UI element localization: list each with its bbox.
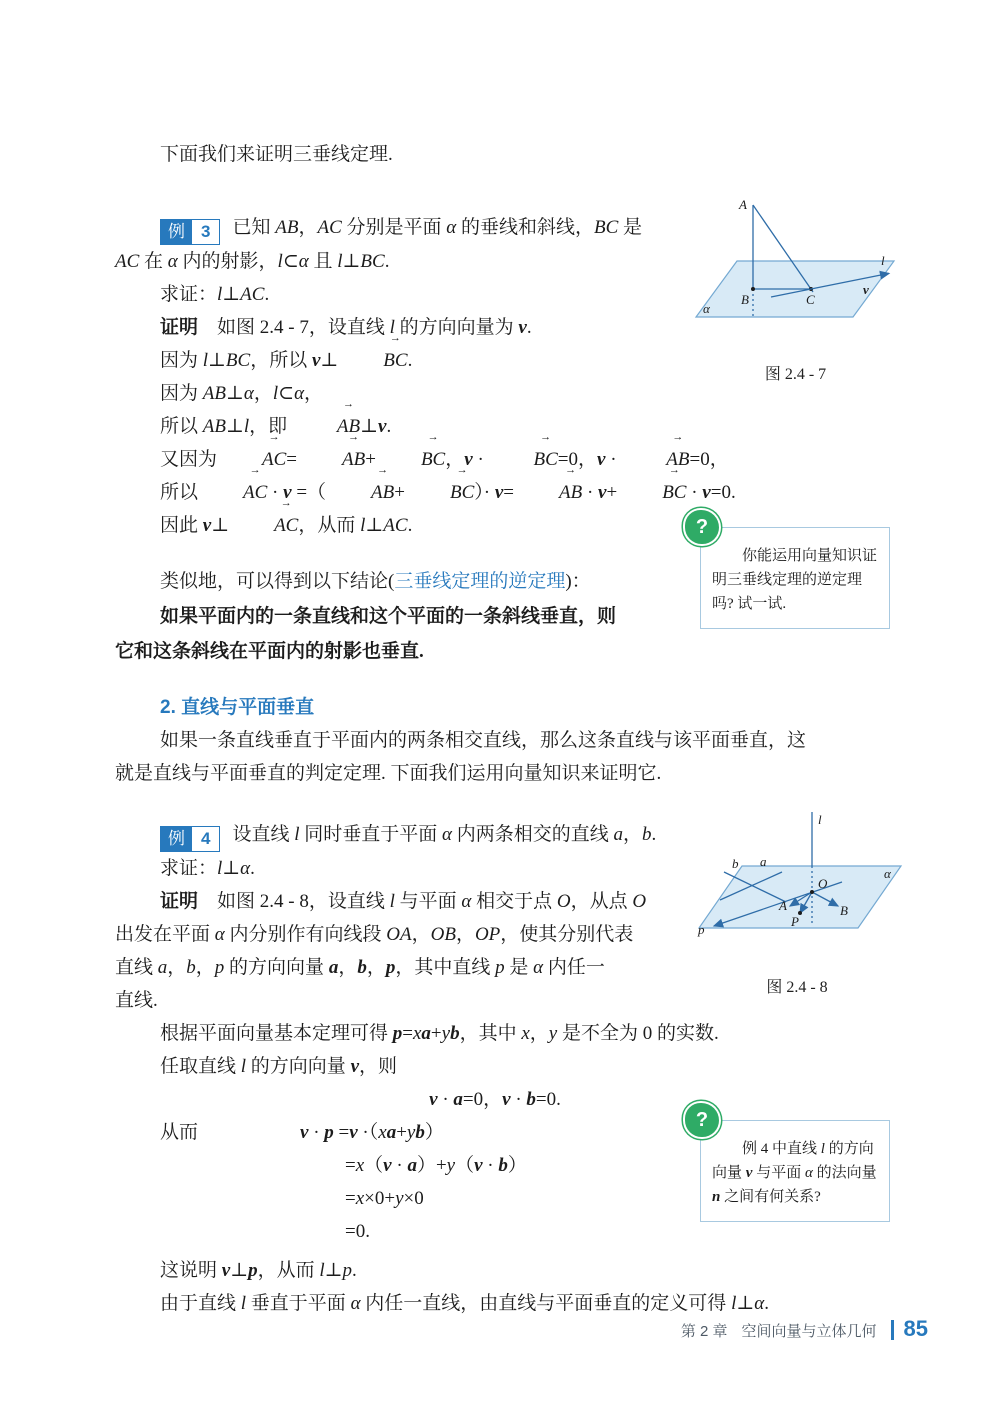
example3-proof-line-1: 证明 如图 2.4 - 7，设直线 l 的方向向量为 v.: [160, 317, 532, 338]
vector-v-label: v: [863, 282, 869, 297]
side-question-box-2: [695, 1109, 890, 1222]
point-a-label: A: [779, 898, 787, 913]
example4-proof-line-1: 证明 如图 2.4 - 8，设直线 l 与平面 α 相交于点 O，从点 O: [160, 891, 647, 912]
line-p-label: p: [698, 922, 705, 937]
footer-chapter: 第 2 章: [680, 1323, 728, 1340]
figure-2-4-8: [688, 810, 906, 997]
example4-proof-line-3: 直线 a，b，p 的方向向量 a，b，p，其中直线 p 是 α 内任一: [115, 957, 605, 978]
footer-page-number: 85: [903, 1316, 928, 1341]
example3-proof-line-6: 所以 AC → · v =（ AB →+ BC →）· v= AB → · v+ BC → · v=0.: [115, 476, 895, 509]
derivation-label: 从而: [160, 1122, 199, 1143]
section2-paragraph-line-2: 就是直线与平面垂直的判定定理. 下面我们运用向量知识来证明它.: [115, 763, 662, 784]
footer-section-title: 空间向量与立体几何: [741, 1323, 877, 1340]
example3-badge-label: 例: [161, 220, 192, 244]
section2-heading: 2. 直线与平面垂直: [160, 697, 315, 718]
figure-2-4-7-caption: 图 2.4 - 7: [764, 366, 827, 383]
example3-given-text: 已知 AB，AC 分别是平面 α 的垂线和斜线，BC 是: [232, 217, 643, 238]
example3-proof-line-4: 所以 AB⊥l，即 AB →⊥v.: [115, 410, 895, 443]
figure-2-4-7: [693, 193, 898, 384]
example4-conclusion-line-1: 这说明 v⊥p，从而 l⊥p.: [160, 1260, 357, 1281]
example4-prove-line: 求证：l⊥α.: [160, 858, 255, 879]
example4-proof-line-6: 任取直线 l 的方向向量 v，则: [160, 1056, 398, 1077]
derivation-eq-3: =x×0+y×0: [345, 1188, 424, 1209]
example3-proof-line-7: 因此 v⊥ AC →，从而 l⊥AC.: [115, 509, 895, 542]
line-l-label: l: [881, 253, 885, 268]
figure-2-4-7-drawing: [693, 193, 898, 345]
figure-2-4-8-caption: 图 2.4 - 8: [766, 979, 828, 996]
derivation-eq-1: v · p =v ·（xa+yb）: [300, 1122, 444, 1143]
point-b-label: B: [741, 292, 749, 307]
example3-badge-number: 3: [192, 220, 219, 244]
side-question-text-2: 例 4 中直线 l 的方向向量 v 与平面 α 的法向量 n 之间有何关系?: [712, 1141, 877, 1205]
example4-proof-line-2: 出发在平面 α 内分别作有向线段 OA，OB，OP，使其分别代表: [115, 924, 634, 945]
example4-badge-label: 例: [161, 827, 192, 851]
example3-proof-line-3: 因为 AB⊥α，l⊂α，: [160, 383, 324, 404]
example3-proof-line-2: 因为 l⊥BC，所以 v⊥ BC →.: [115, 344, 895, 377]
derivation-eq-4: =0.: [345, 1221, 370, 1242]
page-footer: [681, 1316, 928, 1342]
point-c-label: C: [806, 292, 815, 307]
derivation-eq-2: =x（v · a）+y（v · b）: [345, 1155, 527, 1176]
line-a-label: a: [760, 854, 767, 869]
side-question-text-1: 你能运用向量知识证明三垂线定理的逆定理吗? 试一试.: [712, 548, 878, 612]
side-question-box-1: [695, 516, 890, 629]
inverse-theorem-line-1: 如果平面内的一条直线和这个平面的一条斜线垂直，则: [160, 606, 617, 627]
footer-divider-bar: [891, 1320, 894, 1340]
example4-proof-line-5: 根据平面向量基本定理可得 p=xa+yb，其中 x，y 是不全为 0 的实数.: [160, 1023, 719, 1044]
example3-line-2: AC 在 α 内的射影，l⊂α 且 l⊥BC.: [115, 251, 390, 272]
point-b-label: B: [840, 903, 848, 918]
example3-proof-line-5: 又因为 AC →= AB →+ BC →，v · BC →=0，v · AB →=0，: [115, 443, 895, 476]
point-o-label: O: [818, 876, 828, 891]
example3-badge: [160, 219, 220, 245]
plane-alpha-label: α: [884, 866, 891, 881]
line-b-label: b: [732, 856, 739, 871]
point-p-label: P: [791, 914, 799, 929]
line-l-label: l: [818, 812, 822, 827]
section2-paragraph-line-1: 如果一条直线垂直于平面内的两条相交直线，那么这条直线与该平面垂直，这: [160, 730, 807, 751]
example4-given-text: 设直线 l 同时垂直于平面 α 内两条相交的直线 a，b.: [232, 824, 657, 845]
example4-badge: [160, 826, 220, 852]
example4-proof-line-4: 直线.: [115, 990, 158, 1011]
intro-line: 下面我们来证明三垂线定理.: [160, 144, 393, 165]
example3-prove-line: 求证：l⊥AC.: [160, 284, 270, 305]
example4-badge-number: 4: [192, 827, 219, 851]
plane-alpha-label: α: [703, 301, 710, 316]
point-a-label: A: [739, 197, 747, 212]
question-mark-icon: ?: [685, 510, 719, 544]
example4-centered-equation: v · a=0，v · b=0.: [429, 1089, 561, 1110]
question-mark-icon: ?: [685, 1103, 719, 1137]
conclusion-intro-line: 类似地，可以得到以下结论(三垂线定理的逆定理)：: [160, 571, 591, 592]
example4-conclusion-line-2: 由于直线 l 垂直于平面 α 内任一直线，由直线与平面垂直的定义可得 l⊥α.: [160, 1293, 769, 1314]
figure-2-4-8-drawing: [688, 810, 906, 958]
inverse-theorem-line-2: 它和这条斜线在平面内的射影也垂直.: [115, 641, 424, 662]
